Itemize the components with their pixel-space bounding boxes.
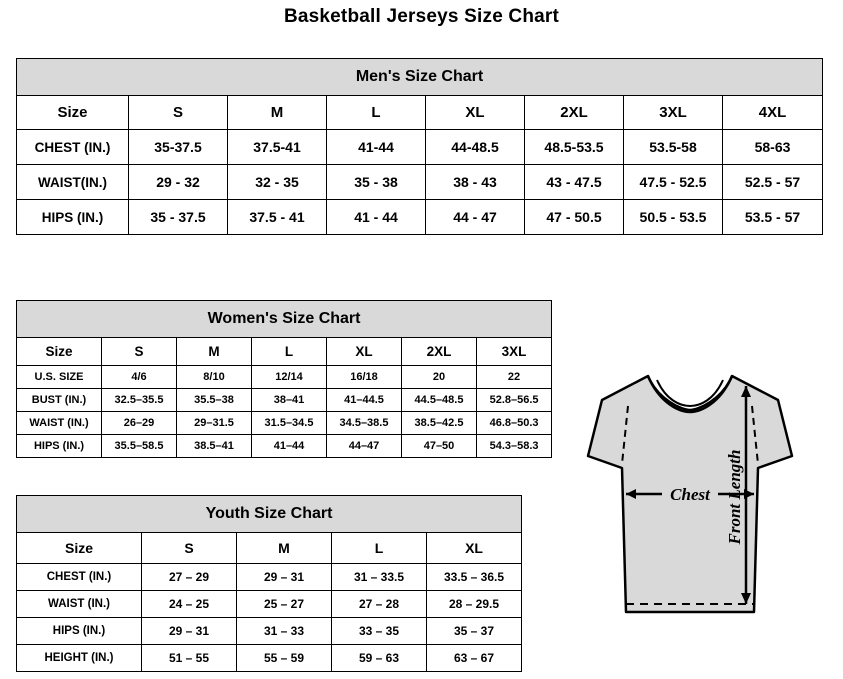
- womens-row-label-bust: BUST (IN.): [17, 389, 102, 412]
- mens-row-label-chest: CHEST (IN.): [17, 130, 129, 165]
- table-row: [17, 564, 522, 591]
- table-cell: 52.5 - 57: [723, 165, 823, 200]
- table-cell: 37.5 - 41: [228, 200, 327, 235]
- womens-col-l: L: [252, 338, 327, 366]
- youth-row-label-waist: WAIST (IN.): [17, 591, 142, 618]
- table-cell: 4/6: [102, 366, 177, 389]
- table-cell: 29 – 31: [142, 618, 237, 645]
- table-row: [17, 130, 823, 165]
- table-cell: 35 – 37: [427, 618, 522, 645]
- table-row: [17, 200, 823, 235]
- table-cell: 48.5-53.5: [525, 130, 624, 165]
- table-cell: 27 – 28: [332, 591, 427, 618]
- page-title: Basketball Jerseys Size Chart: [283, 6, 560, 27]
- table-cell: 38–41: [252, 389, 327, 412]
- womens-col-xl: XL: [327, 338, 402, 366]
- table-cell: 8/10: [177, 366, 252, 389]
- table-cell: 47–50: [402, 435, 477, 458]
- youth-col-xl: XL: [427, 533, 522, 564]
- table-cell: 44.5–48.5: [402, 389, 477, 412]
- table-cell: 58-63: [723, 130, 823, 165]
- jersey-measurement-diagram: [540, 352, 840, 662]
- womens-table-title-row: [17, 301, 552, 338]
- table-cell: 46.8–50.3: [477, 412, 552, 435]
- womens-col-m: M: [177, 338, 252, 366]
- table-row: [17, 435, 552, 458]
- table-cell: 16/18: [327, 366, 402, 389]
- mens-col-xl: XL: [426, 96, 525, 130]
- table-cell: 55 – 59: [237, 645, 332, 672]
- table-cell: 28 – 29.5: [427, 591, 522, 618]
- table-cell: 33.5 – 36.5: [427, 564, 522, 591]
- table-cell: 47 - 50.5: [525, 200, 624, 235]
- mens-table-title-row: [17, 59, 823, 96]
- womens-row-label-waist: WAIST (IN.): [17, 412, 102, 435]
- front-length-label: Front Length: [725, 449, 744, 545]
- table-cell: 20: [402, 366, 477, 389]
- mens-col-l: L: [327, 96, 426, 130]
- table-cell: 53.5-58: [624, 130, 723, 165]
- table-cell: 26–29: [102, 412, 177, 435]
- youth-col-s: S: [142, 533, 237, 564]
- womens-col-2xl: 2XL: [402, 338, 477, 366]
- table-cell: 51 – 55: [142, 645, 237, 672]
- mens-col-size: Size: [17, 96, 129, 130]
- table-cell: 35.5–38: [177, 389, 252, 412]
- table-cell: 31 – 33.5: [332, 564, 427, 591]
- table-cell: 37.5-41: [228, 130, 327, 165]
- table-cell: 44–47: [327, 435, 402, 458]
- mens-size-chart-table: [16, 58, 823, 235]
- youth-col-size: Size: [17, 533, 142, 564]
- table-cell: 41–44.5: [327, 389, 402, 412]
- table-cell: 22: [477, 366, 552, 389]
- table-cell: 35.5–58.5: [102, 435, 177, 458]
- youth-row-label-hips: HIPS (IN.): [17, 618, 142, 645]
- table-cell: 43 - 47.5: [525, 165, 624, 200]
- womens-row-label-us-size: U.S. SIZE: [17, 366, 102, 389]
- youth-size-chart-table: [16, 495, 522, 672]
- table-cell: 38.5–42.5: [402, 412, 477, 435]
- table-row: [17, 389, 552, 412]
- mens-col-2xl: 2XL: [525, 96, 624, 130]
- table-cell: 47.5 - 52.5: [624, 165, 723, 200]
- womens-table-title: Women's Size Chart: [17, 301, 552, 338]
- table-row: [17, 165, 823, 200]
- table-row: [17, 591, 522, 618]
- table-cell: 35-37.5: [129, 130, 228, 165]
- mens-row-label-hips: HIPS (IN.): [17, 200, 129, 235]
- mens-col-3xl: 3XL: [624, 96, 723, 130]
- table-cell: 33 – 35: [332, 618, 427, 645]
- table-cell: 25 – 27: [237, 591, 332, 618]
- table-cell: 59 – 63: [332, 645, 427, 672]
- womens-size-chart-table: [16, 300, 552, 458]
- table-cell: 38 - 43: [426, 165, 525, 200]
- table-cell: 41 - 44: [327, 200, 426, 235]
- mens-table-column-header-row: [17, 96, 823, 130]
- womens-col-3xl: 3XL: [477, 338, 552, 366]
- table-cell: 35 - 38: [327, 165, 426, 200]
- mens-row-label-waist: WAIST(IN.): [17, 165, 129, 200]
- youth-col-m: M: [237, 533, 332, 564]
- table-cell: 31 – 33: [237, 618, 332, 645]
- womens-col-size: Size: [17, 338, 102, 366]
- table-cell: 32.5–35.5: [102, 389, 177, 412]
- table-cell: 29 – 31: [237, 564, 332, 591]
- table-cell: 44 - 47: [426, 200, 525, 235]
- womens-row-label-hips: HIPS (IN.): [17, 435, 102, 458]
- womens-table-column-header-row: [17, 338, 552, 366]
- mens-col-4xl: 4XL: [723, 96, 823, 130]
- womens-col-s: S: [102, 338, 177, 366]
- youth-table-column-header-row: [17, 533, 522, 564]
- table-cell: 34.5–38.5: [327, 412, 402, 435]
- mens-col-s: S: [129, 96, 228, 130]
- table-row: [17, 645, 522, 672]
- table-row: [17, 366, 552, 389]
- mens-col-m: M: [228, 96, 327, 130]
- youth-col-l: L: [332, 533, 427, 564]
- chest-label: Chest: [670, 485, 710, 504]
- table-cell: 35 - 37.5: [129, 200, 228, 235]
- mens-table-title: Men's Size Chart: [17, 59, 823, 96]
- table-cell: 38.5–41: [177, 435, 252, 458]
- table-cell: 32 - 35: [228, 165, 327, 200]
- table-cell: 12/14: [252, 366, 327, 389]
- table-cell: 54.3–58.3: [477, 435, 552, 458]
- table-cell: 24 – 25: [142, 591, 237, 618]
- table-cell: 41-44: [327, 130, 426, 165]
- table-row: [17, 412, 552, 435]
- table-cell: 27 – 29: [142, 564, 237, 591]
- table-cell: 29–31.5: [177, 412, 252, 435]
- table-cell: 53.5 - 57: [723, 200, 823, 235]
- youth-table-title-row: [17, 496, 522, 533]
- table-cell: 44-48.5: [426, 130, 525, 165]
- table-cell: 63 – 67: [427, 645, 522, 672]
- table-cell: 50.5 - 53.5: [624, 200, 723, 235]
- youth-row-label-chest: CHEST (IN.): [17, 564, 142, 591]
- youth-table-title: Youth Size Chart: [17, 496, 522, 533]
- table-cell: 41–44: [252, 435, 327, 458]
- table-cell: 29 - 32: [129, 165, 228, 200]
- table-cell: 31.5–34.5: [252, 412, 327, 435]
- table-row: [17, 618, 522, 645]
- youth-row-label-height: HEIGHT (IN.): [17, 645, 142, 672]
- table-cell: 52.8–56.5: [477, 389, 552, 412]
